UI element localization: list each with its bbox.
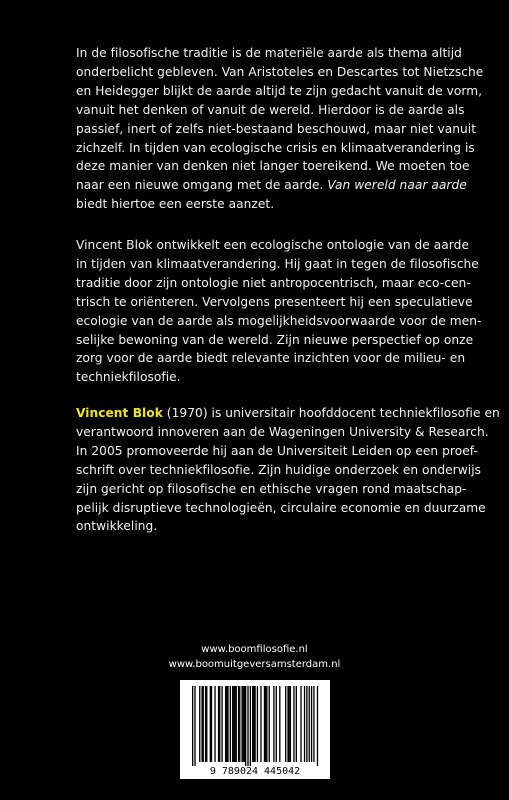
bio-line: verantwoord innoveren aan de Wageningen University & Research. xyxy=(76,424,489,439)
barcode-bar xyxy=(276,686,277,762)
blurb-line: techniekfilosofie. xyxy=(76,370,181,385)
book-title: Van wereld naar aarde xyxy=(327,178,467,193)
website-link[interactable]: www.boomuitgeversamsterdam.nl xyxy=(168,659,341,670)
barcode-bar xyxy=(238,686,239,762)
bio-line: (1970) is universitair hoofddocent techniekfilosofie en xyxy=(166,406,500,420)
barcode-bar xyxy=(205,686,206,762)
barcode-bar xyxy=(243,686,244,762)
blurb-line: zichzelf. In tijden van ecologische crisis en klimaatverandering is xyxy=(76,140,475,155)
barcode-bar xyxy=(245,686,246,766)
bio-line: ontwikkeling. xyxy=(76,519,158,534)
barcode-bar xyxy=(293,686,294,762)
barcode-bar xyxy=(234,686,235,762)
blurb-line-with-title xyxy=(76,176,467,195)
barcode-bar xyxy=(210,686,211,762)
barcode-bar xyxy=(273,686,274,762)
barcode-bar xyxy=(232,686,233,762)
author-name: Vincent Blok xyxy=(76,406,163,420)
author-bio xyxy=(76,404,500,536)
barcode-bar xyxy=(221,686,222,762)
bio-line: In 2005 promoveerde hij aan de Universiteit Leiden op een proef- xyxy=(76,443,478,458)
blurb-line: en Heidegger blijkt de aarde altijd te zijn gedacht vanuit de vorm, xyxy=(76,83,483,98)
barcode-bar xyxy=(260,686,261,762)
barcode-bar xyxy=(306,686,307,762)
barcode-bar xyxy=(253,686,254,762)
blurb-line: trisch te oriënteren. Vervolgens presenteert hij een speculatieve xyxy=(76,294,473,309)
barcode-bar xyxy=(233,686,234,762)
barcode-bar xyxy=(265,686,266,762)
blurb-line: vanuit het denken of vanuit de wereld. Hierdoor is de aarde als xyxy=(76,102,465,117)
blurb-paragraph-1 xyxy=(76,44,484,214)
barcode-bar xyxy=(289,686,290,762)
barcode-bar xyxy=(313,686,314,762)
blurb-line: selijke bewoning van de wereld. Zijn nieuwe perspectief op onze xyxy=(76,332,474,347)
barcode-bar xyxy=(199,686,200,762)
barcode-bar xyxy=(287,686,288,762)
bio-line: zijn gericht op filosofische en ethische vragen rond maatschap- xyxy=(76,481,467,496)
blurb-line: biedt hiertoe een eerste aanzet. xyxy=(76,197,275,212)
barcode-bar xyxy=(206,686,207,762)
blurb-line: In de filosofische traditie is de materiële aarde als thema altijd xyxy=(76,46,462,60)
barcode-bar xyxy=(194,686,195,766)
bio-line: schrift over techniekfilosofie. Zijn huidige onderzoek en onderwijs xyxy=(76,462,482,477)
blurb-line: naar een nieuwe omgang met de aarde. xyxy=(76,178,324,193)
barcode-bar xyxy=(192,686,193,766)
barcode-bar xyxy=(279,686,280,762)
blurb-line: deze manier van denken niet langer toereikend. We moeten toe xyxy=(76,159,470,174)
bio-line: pelijk disruptieve technologieën, circulaire economie en duurzame xyxy=(76,500,486,515)
blurb-line: passief, inert of zelfs niet-bestaand beschouwd, maar niet vanuit xyxy=(76,121,477,136)
barcode-bar xyxy=(236,686,237,762)
blurb-line: in tijden van klimaatverandering. Hij gaat in tegen de filosofische xyxy=(76,256,479,271)
barcode-bar xyxy=(304,686,305,762)
barcode-bar xyxy=(266,686,267,762)
barcode-bar xyxy=(296,686,297,762)
author-bio-first-line xyxy=(76,404,500,423)
blurb-line: traditie door zijn ontologie niet antropocentrisch, maar eco-cen- xyxy=(76,275,471,290)
barcode-bar xyxy=(226,686,227,762)
barcode-bar xyxy=(225,686,226,762)
barcode-bar xyxy=(254,686,255,762)
barcode-bar xyxy=(211,686,212,762)
blurb-line: Vincent Blok ontwikkelt een ecologische ontologie van de aarde xyxy=(76,238,469,252)
barcode-bar xyxy=(203,686,204,762)
barcode-bar xyxy=(227,686,228,762)
barcode-bar xyxy=(264,686,265,762)
barcode-bar xyxy=(247,686,248,766)
blurb-paragraph-2 xyxy=(76,236,482,387)
barcode-bar xyxy=(300,686,301,762)
website-link[interactable]: www.boomfilosofie.nl xyxy=(201,644,308,655)
barcode-bar xyxy=(290,686,291,762)
barcode-bar xyxy=(219,686,220,762)
blurb-line: onderbelicht gebleven. Van Aristoteles en Descartes tot Nietzsche xyxy=(76,64,484,79)
publisher-websites xyxy=(0,642,509,672)
barcode-bar xyxy=(218,686,219,762)
blurb-line: zorg voor de aarde biedt relevante inzichten voor de milieu- en xyxy=(76,351,466,366)
barcode-bar xyxy=(250,686,251,766)
barcode-bar xyxy=(309,686,310,762)
isbn-barcode xyxy=(180,680,330,779)
barcode-icon xyxy=(180,680,330,779)
blurb-line: ecologie van de aarde als mogelijkheidsvoorwaarde voor de men- xyxy=(76,313,482,328)
isbn-digits: 9 789024 445042 xyxy=(209,766,301,777)
barcode-bar xyxy=(201,686,202,762)
barcode-bar xyxy=(230,686,231,762)
barcode-bar xyxy=(239,686,240,762)
barcode-bar xyxy=(257,686,258,762)
barcode-bar xyxy=(317,686,318,766)
barcode-bar xyxy=(244,686,245,762)
barcode-bar xyxy=(252,686,253,762)
barcode-bar xyxy=(269,686,270,762)
barcode-bar xyxy=(285,686,286,762)
barcode-bar xyxy=(311,686,312,762)
barcode-bar xyxy=(214,686,215,762)
barcode-bar xyxy=(241,686,242,762)
